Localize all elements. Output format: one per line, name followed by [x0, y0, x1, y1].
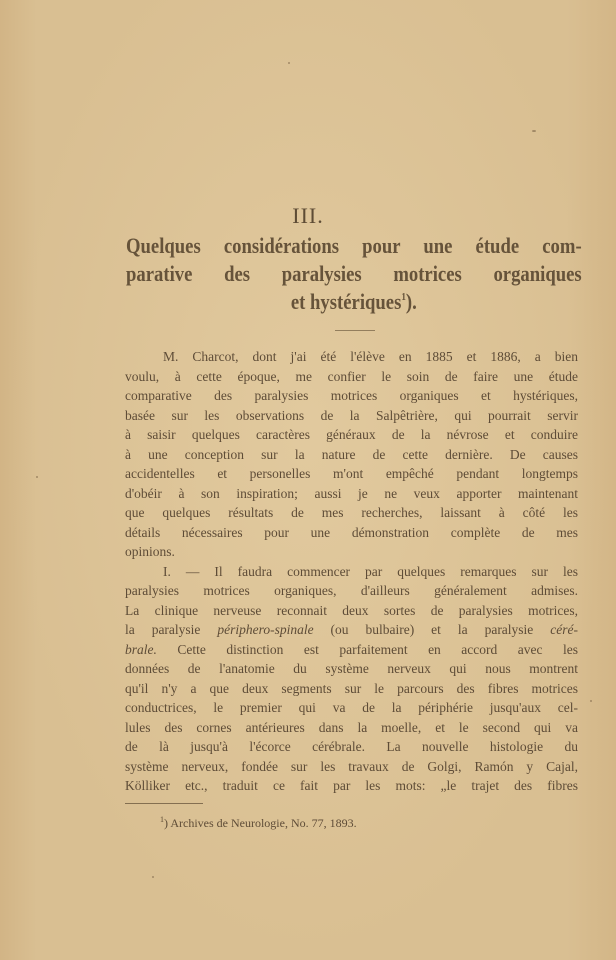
text-line: conductrices, le premier qui va de la périphérie jusqu'aux cel- — [125, 700, 578, 715]
text-line: données de l'anatomie du système nerveux qui nous montrent — [125, 661, 578, 676]
text-line: que quelques résultats de mes recherches, laissant à côté les — [125, 505, 578, 520]
text-line — [125, 640, 578, 660]
text-line: paralysies motrices organiques, d'ailleurs généralement admises. — [125, 583, 578, 598]
text-line: de là jusqu'à l'écorce cérébrale. La nouvelle histologie du — [125, 739, 578, 754]
footnote-text: ) Archives de Neurologie, No. 77, 1893. — [164, 816, 357, 830]
title-line: parative des paralysies motrices organiques — [126, 261, 582, 286]
text-line: M. Charcot, dont j'ai été l'élève en 1885 et 1886, a bien — [163, 349, 578, 364]
title-closing: ). — [405, 289, 417, 314]
italic-term: céré- — [550, 622, 578, 637]
title-line-text: et hystériques — [290, 289, 402, 314]
footnote — [160, 816, 357, 831]
italic-term: périphero-spinale — [217, 622, 314, 637]
paper-speck — [590, 700, 592, 702]
title-line — [126, 288, 582, 316]
text-line: opinions. — [125, 544, 175, 559]
text-line: Kölliker etc., traduit ce fait par les mots: „le trajet des fibres — [125, 778, 578, 793]
text-run: la paralysie — [125, 622, 218, 637]
footnote-divider — [125, 803, 203, 804]
text-line: qu'il n'y a que deux segments sur le parcours des fibres motrices — [125, 680, 578, 696]
chapter-title — [126, 232, 582, 316]
text-line — [125, 620, 578, 640]
title-line: Quelques considérations pour une étude com- — [126, 233, 582, 258]
title-divider — [335, 330, 375, 331]
paper-speck — [288, 62, 290, 64]
paper-speck — [152, 876, 154, 878]
text-line: détails nécessaires pour une démonstration complète de mes — [125, 524, 578, 540]
text-line: lules des cornes antérieures dans la moelle, et le second qui va — [125, 719, 578, 735]
title-footnote-marker: 1 — [401, 291, 406, 303]
text-line: voulu, à cette époque, me confier le soin de faire une étude — [125, 368, 578, 384]
text-line: basée sur les observations de la Salpêtrière, qui pourrait servir — [125, 407, 578, 423]
italic-term: brale. — [125, 641, 157, 657]
text-line: accidentelles et personelles m'ont empêché pendant longtemps — [125, 466, 578, 481]
paper-speck — [36, 476, 38, 478]
text-line: système nerveux, fondée sur les travaux de Golgi, Ramón y Cajal, — [125, 758, 578, 774]
text-run: Cette distinction est parfaitement en accord avec les — [156, 641, 578, 657]
chapter-number: III. — [292, 203, 324, 228]
body-text — [125, 347, 578, 796]
paper-speck — [532, 130, 536, 132]
text-line: à une conception sur la nature de cette dernière. De causes — [125, 446, 578, 462]
text-line: à saisir quelques caractères généraux de la névrose et conduire — [125, 427, 578, 442]
text-line: d'obéir à son inspiration; aussi je ne veux apporter maintenant — [125, 485, 578, 501]
text-line: I. — Il faudra commencer par quelques remarques sur les — [163, 563, 578, 579]
text-run: (ou bulbaire) et la paralysie — [313, 622, 551, 637]
text-line: comparative des paralysies motrices organiques et hystériques, — [125, 388, 578, 403]
footnote-marker: 1 — [160, 815, 164, 824]
text-line: La clinique nerveuse reconnait deux sortes de paralysies motrices, — [125, 602, 578, 618]
